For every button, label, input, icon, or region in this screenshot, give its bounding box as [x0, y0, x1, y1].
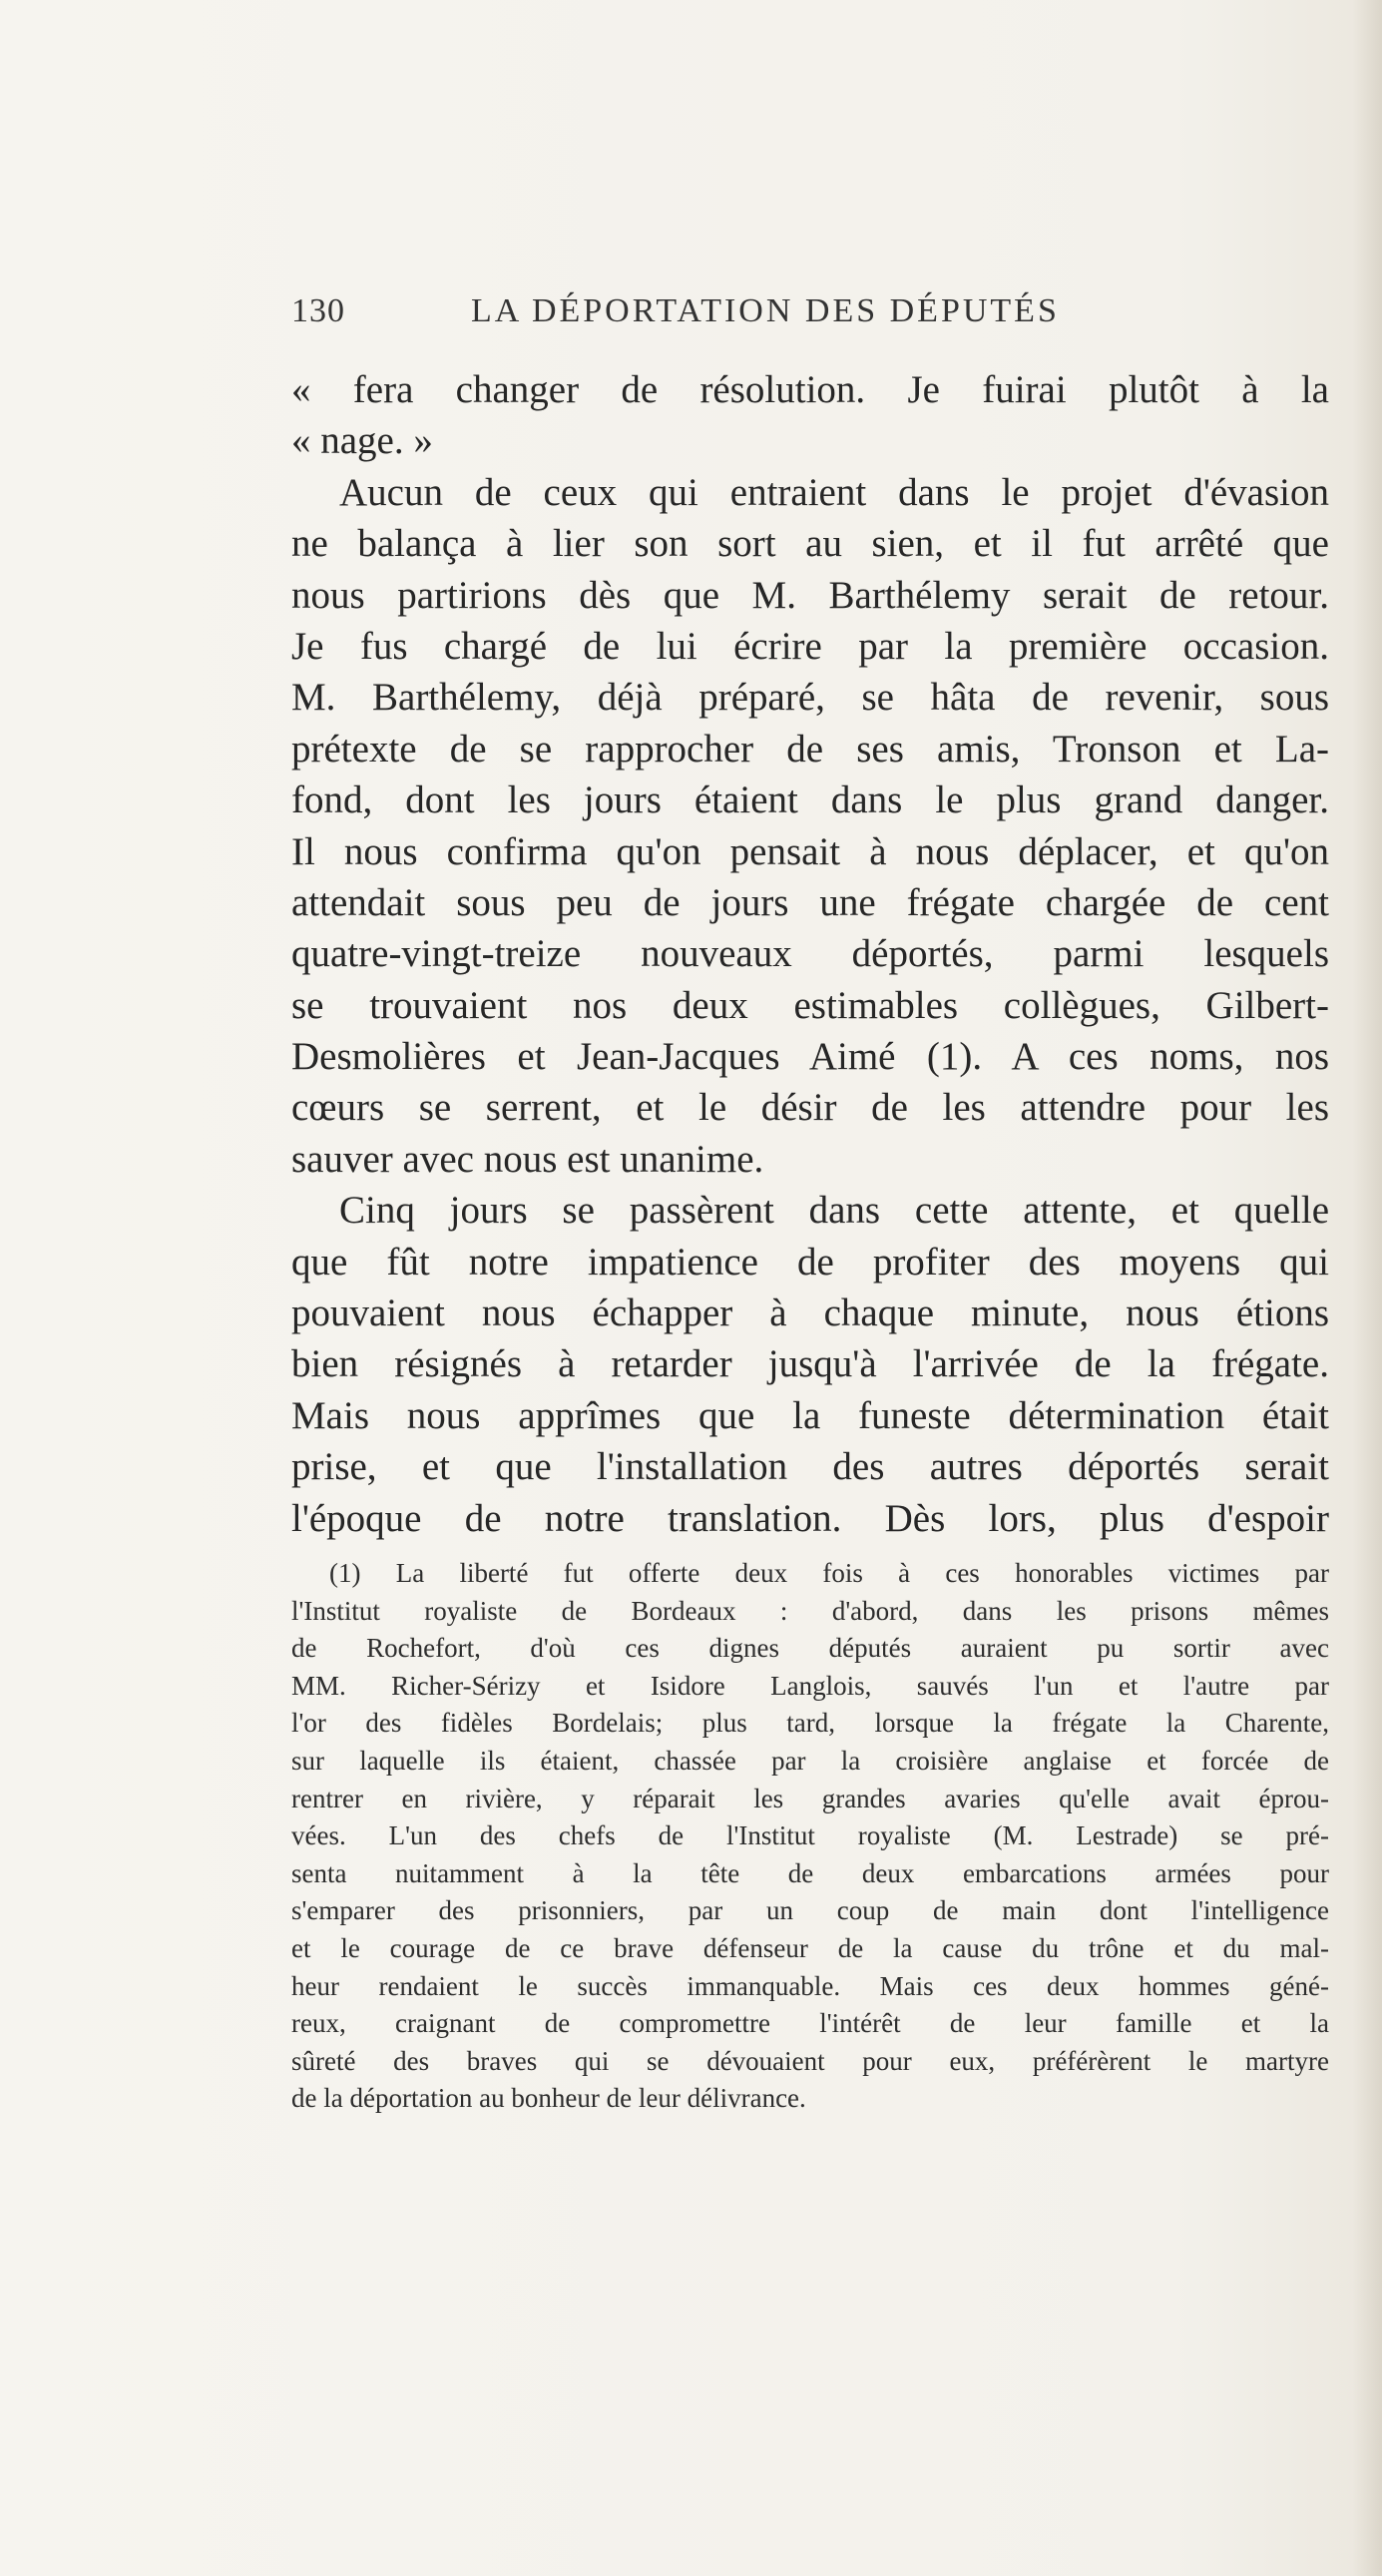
body-line: cœurs se serrent, et le désir de les attendre pour les	[291, 1086, 1329, 1130]
body-line: Aucun de ceux qui entraient dans le projet d'évasion	[339, 470, 1329, 514]
body-line: que fût notre impatience de profiter des moyens qui	[291, 1240, 1329, 1284]
body-line: se trouvaient nos deux estimables collègues, Gilbert-	[291, 983, 1329, 1027]
body-line: Je fus chargé de lui écrire par la première occasion.	[291, 624, 1329, 668]
body-line: nous partirions dès que M. Barthélemy serait de retour.	[291, 573, 1329, 617]
body-line: Desmolières et Jean-Jacques Aimé (1). A ces noms, nos	[291, 1035, 1329, 1079]
footnote-line: de Rochefort, d'où ces dignes députés auraient pu sortir avec	[291, 1633, 1329, 1664]
footnote-line: heur rendaient le succès immanquable. Mais ces deux hommes géné-	[291, 1970, 1329, 2001]
body-line: prise, et que l'installation des autres déportés serait	[291, 1445, 1329, 1489]
footnote-line: senta nuitamment à la tête de deux embarcations armées pour	[291, 1857, 1329, 1888]
body-line: « fera changer de résolution. Je fuirai plutôt à la	[291, 368, 1329, 411]
footnote-line: de la déportation au bonheur de leur délivrance.	[291, 2083, 806, 2114]
body-line: bien résignés à retarder jusqu'à l'arrivée de la frégate.	[291, 1342, 1329, 1386]
body-line: attendait sous peu de jours une frégate chargée de cent	[291, 880, 1329, 924]
body-line: Il nous confirma qu'on pensait à nous déplacer, et qu'on	[291, 829, 1329, 873]
body-line: Mais nous apprîmes que la funeste détermination était	[291, 1393, 1329, 1437]
body-line: sauver avec nous est unanime.	[291, 1137, 764, 1181]
footnote-line: l'Institut royaliste de Bordeaux : d'abord, dans les prisons mêmes	[291, 1595, 1329, 1626]
footnote-line: rentrer en rivière, y réparait les grandes avaries qu'elle avait éprou-	[291, 1783, 1329, 1813]
footnote-line: s'emparer des prisonniers, par un coup de main dont l'intelligence	[291, 1895, 1329, 1926]
footnote-line: sûreté des braves qui se dévouaient pour eux, préférèrent le martyre	[291, 2045, 1329, 2076]
body-line: l'époque de notre translation. Dès lors, plus d'espoir	[291, 1496, 1329, 1540]
body-line: pouvaient nous échapper à chaque minute, nous étions	[291, 1291, 1329, 1335]
body-line: ne balança à lier son sort au sien, et il fut arrêté que	[291, 522, 1329, 566]
body-line: prétexte de se rapprocher de ses amis, Tronson et La-	[291, 727, 1329, 771]
main-text	[291, 364, 1329, 1544]
body-line: M. Barthélemy, déjà préparé, se hâta de revenir, sous	[291, 676, 1329, 720]
footnote-line: (1) La liberté fut offerte deux fois à ces honorables victimes par	[329, 1558, 1329, 1588]
body-line: quatre-vingt-treize nouveaux déportés, parmi lesquels	[291, 932, 1329, 976]
running-header	[291, 292, 1329, 342]
footnote-line: sur laquelle ils étaient, chassée par la croisière anglaise et forcée de	[291, 1745, 1329, 1776]
body-line: fond, dont les jours étaient dans le plus grand danger.	[291, 778, 1329, 822]
running-title: LA DÉPORTATION DES DÉPUTÉS	[471, 292, 1060, 329]
footnote-line: reux, craignant de compromettre l'intérêt de leur famille et la	[291, 2008, 1329, 2039]
footnote	[291, 1555, 1329, 2118]
body-line: Cinq jours se passèrent dans cette attente, et quelle	[339, 1189, 1329, 1233]
page-edge-shadow	[1352, 0, 1382, 2576]
page-number: 130	[291, 292, 345, 329]
footnote-line: MM. Richer-Sérizy et Isidore Langlois, sauvés l'un et l'autre par	[291, 1670, 1329, 1701]
footnote-line: l'or des fidèles Bordelais; plus tard, lorsque la frégate la Charente,	[291, 1708, 1329, 1739]
body-line: « nage. »	[291, 419, 433, 463]
footnote-line: et le courage de ce brave défenseur de la cause du trône et du mal-	[291, 1932, 1329, 1963]
footnote-line: vées. L'un des chefs de l'Institut royaliste (M. Lestrade) se pré-	[291, 1820, 1329, 1851]
